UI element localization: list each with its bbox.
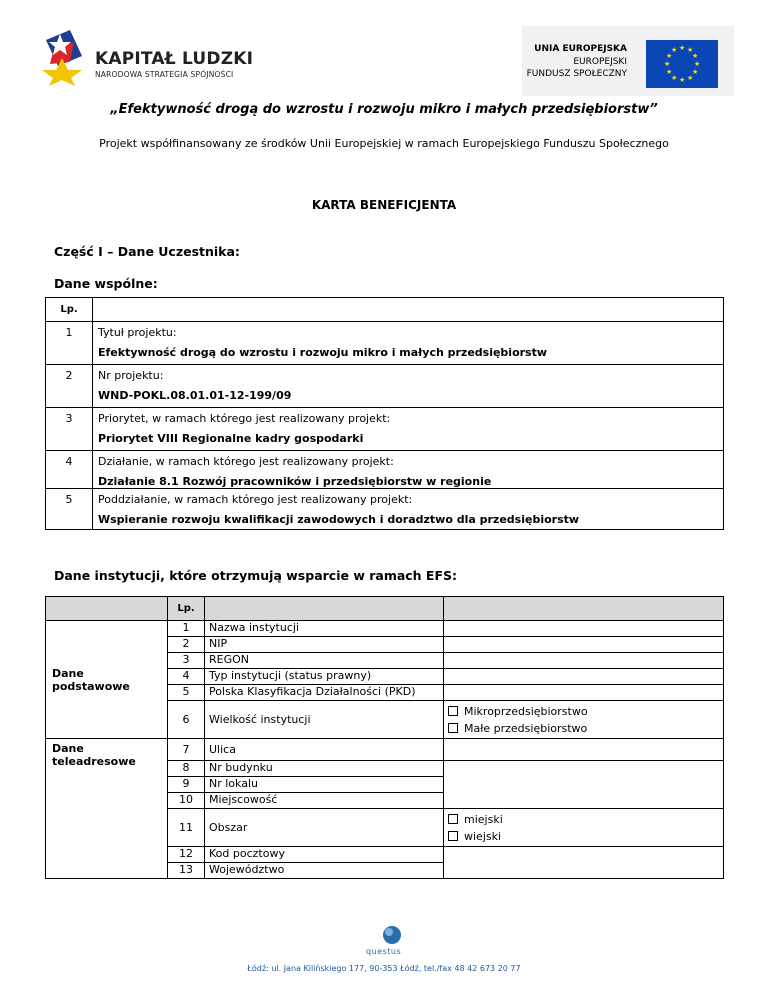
- row-label: Kod pocztowy: [205, 847, 444, 863]
- common-data-heading: Dane wspólne:: [54, 276, 158, 291]
- row-label: Nr projektu:: [98, 369, 164, 382]
- value-cell[interactable]: [444, 653, 724, 669]
- row-label: Priorytet, w ramach którego jest realizowany projekt:: [98, 412, 391, 425]
- row-number: 3: [168, 653, 205, 669]
- table-row: [46, 451, 724, 489]
- table-row: [46, 739, 724, 761]
- value-cell[interactable]: [444, 761, 724, 809]
- lp-header: Lp.: [168, 597, 205, 621]
- value-cell[interactable]: [444, 685, 724, 701]
- eu-line2: EUROPEJSKI: [573, 57, 627, 67]
- row-value: WND-POKL.08.01.01-12-199/09: [98, 389, 292, 402]
- svg-text:★: ★: [692, 52, 699, 60]
- row-label: Polska Klasyfikacja Działalności (PKD): [205, 685, 444, 701]
- part-heading: Część I – Dane Uczestnika:: [54, 244, 240, 259]
- row-label: Tytuł projektu:: [98, 326, 177, 339]
- svg-text:★: ★: [666, 68, 673, 76]
- svg-text:★: ★: [687, 46, 694, 54]
- svg-text:★: ★: [679, 44, 686, 52]
- svg-text:★: ★: [671, 74, 678, 82]
- row-label: Nr budynku: [205, 761, 444, 777]
- row-number: 9: [168, 777, 205, 793]
- row-number: 4: [46, 451, 93, 489]
- svg-text:★: ★: [666, 52, 673, 60]
- project-title: „Efektywność drogą do wzrostu i rozwoju mikro i małych przedsiębiorstw”: [110, 102, 658, 117]
- row-number: 12: [168, 847, 205, 863]
- kapital-ludzki-logo: [40, 26, 260, 86]
- questus-brand: questus: [366, 947, 402, 956]
- questus-logo-icon: [372, 924, 412, 946]
- option-rural[interactable]: wiejski: [448, 830, 719, 843]
- checkbox-icon[interactable]: [448, 723, 458, 733]
- option-micro[interactable]: Mikroprzedsiębiorstwo: [448, 705, 719, 718]
- row-label: NIP: [205, 637, 444, 653]
- institution-table: [45, 596, 724, 879]
- row-number: 8: [168, 761, 205, 777]
- svg-text:★: ★: [679, 76, 686, 84]
- row-label: Miejscowość: [205, 793, 444, 809]
- table-header-row: [46, 597, 724, 621]
- row-number: 2: [46, 365, 93, 408]
- eu-line1: UNIA EUROPEJSKA: [534, 44, 627, 54]
- row-number: 6: [168, 701, 205, 739]
- project-subtitle: Projekt współfinansowany ze środków Unii Europejskiej w ramach Europejskiego Funduszu Społecznego: [99, 137, 669, 150]
- row-value: Priorytet VIII Regionalne kadry gospodarki: [98, 432, 364, 445]
- row-label: Nazwa instytucji: [205, 621, 444, 637]
- table-row: [46, 365, 724, 408]
- row-value: Efektywność drogą do wzrostu i rozwoju mikro i małych przedsiębiorstw: [98, 346, 548, 359]
- value-cell[interactable]: [444, 739, 724, 761]
- row-label: Typ instytucji (status prawny): [205, 669, 444, 685]
- svg-text:★: ★: [671, 46, 678, 54]
- value-cell[interactable]: [444, 621, 724, 637]
- table-row: [46, 489, 724, 530]
- svg-text:★: ★: [687, 74, 694, 82]
- row-label: Poddziałanie, w ramach którego jest realizowany projekt:: [98, 493, 413, 506]
- row-number: 2: [168, 637, 205, 653]
- kapital-ludzki-emblem: [40, 26, 92, 86]
- card-title: KARTA BENEFICJENTA: [311, 198, 457, 212]
- row-number: 11: [168, 809, 205, 847]
- lp-header: Lp.: [46, 298, 93, 322]
- eu-logo: [522, 26, 734, 96]
- checkbox-icon[interactable]: [448, 706, 458, 716]
- eu-line3: FUNDUSZ SPOŁECZNY: [526, 69, 627, 79]
- institution-heading: Dane instytucji, które otrzymują wsparcie w ramach EFS:: [54, 568, 458, 583]
- row-number: 3: [46, 408, 93, 451]
- row-label: Nr lokalu: [205, 777, 444, 793]
- row-label: Województwo: [205, 863, 444, 879]
- table-row: [46, 322, 724, 365]
- row-label: Wielkość instytucji: [205, 701, 444, 739]
- row-number: 1: [168, 621, 205, 637]
- option-urban[interactable]: miejski: [448, 813, 719, 826]
- row-number: 13: [168, 863, 205, 879]
- checkbox-icon[interactable]: [448, 831, 458, 841]
- kapital-ludzki-title: KAPITAŁ LUDZKI: [95, 49, 254, 69]
- value-cell[interactable]: [444, 847, 724, 879]
- row-label: Obszar: [205, 809, 444, 847]
- table-row: [46, 408, 724, 451]
- row-number: 7: [168, 739, 205, 761]
- svg-text:★: ★: [692, 68, 699, 76]
- row-number: 5: [168, 685, 205, 701]
- row-number: 5: [46, 489, 93, 530]
- row-number: 4: [168, 669, 205, 685]
- row-number: 10: [168, 793, 205, 809]
- table-row: [46, 621, 724, 637]
- footer-address: Łódź: ul. Jana Kilińskiego 177, 90-353 Łódź, tel./fax 48 42 673 20 77: [247, 964, 521, 973]
- option-small[interactable]: Małe przedsiębiorstwo: [448, 722, 719, 735]
- group-basic-data: Dane podstawowe: [46, 621, 168, 739]
- svg-text:★: ★: [664, 60, 671, 68]
- common-data-table: [45, 297, 724, 530]
- row-label: Działanie, w ramach którego jest realizowany projekt:: [98, 455, 394, 468]
- value-cell[interactable]: [444, 637, 724, 653]
- eu-flag-icon: [646, 40, 718, 88]
- kapital-ludzki-subtitle: NARODOWA STRATEGIA SPÓJNOŚCI: [95, 70, 234, 79]
- value-cell[interactable]: [444, 669, 724, 685]
- table-header-row: [46, 298, 724, 322]
- svg-text:★: ★: [694, 60, 701, 68]
- checkbox-icon[interactable]: [448, 814, 458, 824]
- group-contact-data: Dane teleadresowe: [46, 739, 168, 879]
- row-label: Ulica: [205, 739, 444, 761]
- row-value: Działanie 8.1 Rozwój pracowników i przedsiębiorstw w regionie: [98, 475, 492, 488]
- row-value: Wspieranie rozwoju kwalifikacji zawodowych i doradztwo dla przedsiębiorstw: [98, 513, 580, 526]
- row-label: REGON: [205, 653, 444, 669]
- row-number: 1: [46, 322, 93, 365]
